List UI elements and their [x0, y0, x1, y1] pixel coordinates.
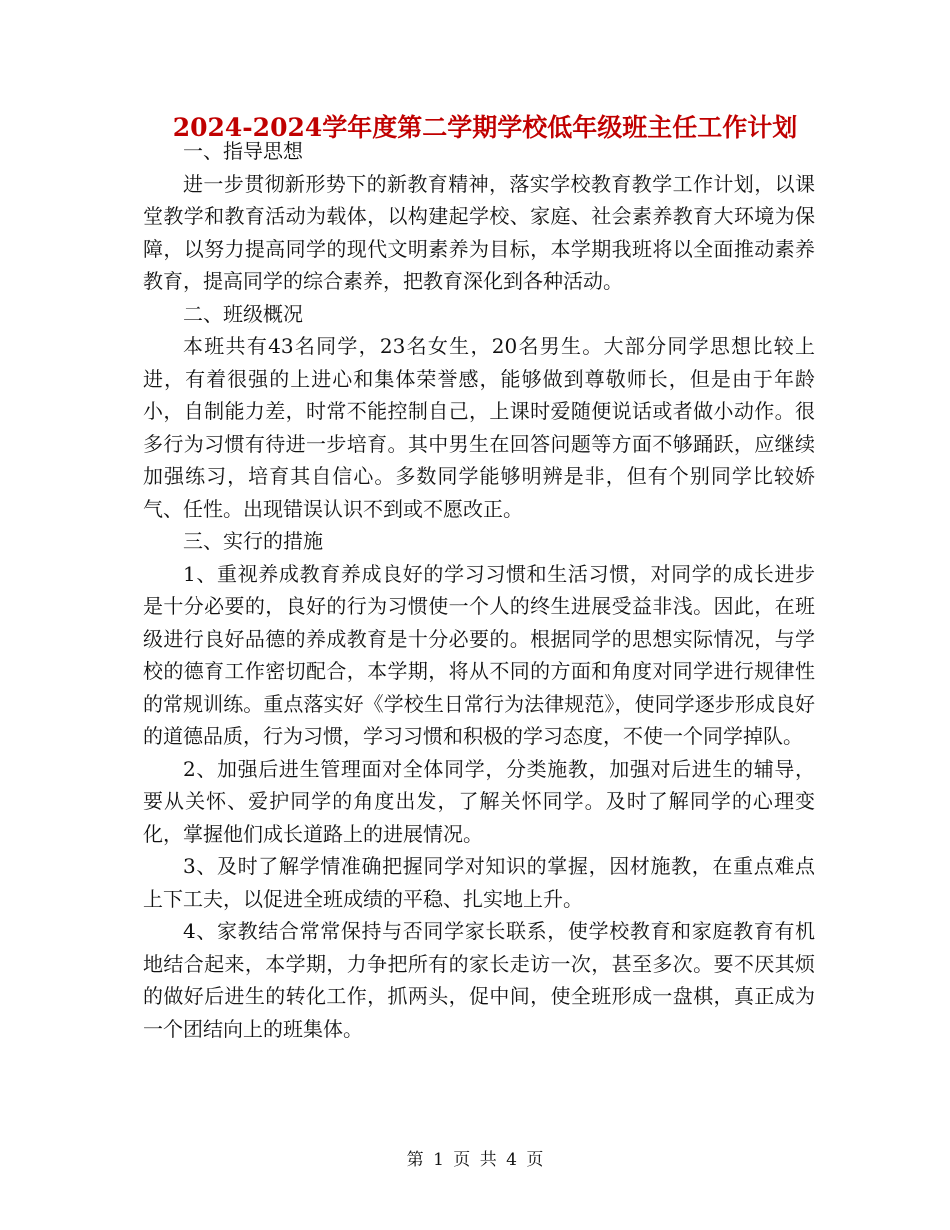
- document-body: [143, 135, 815, 1045]
- paragraph-measure-4: 4、家教结合常常保持与否同学家长联系，使学校教育和家庭教育有机地结合起来，本学期，力争把所有的家长走访一次，甚至多次。要不厌其烦的做好后进生的转化工作，抓两头，促中间，使全班形成一盘棋，真正成为一个团结向上的班集体。: [143, 919, 815, 1041]
- paragraph-guiding-ideology: 进一步贯彻新形势下的新教育精神，落实学校教育教学工作计划，以课堂教学和教育活动为载体，以构建起学校、家庭、社会素养教育大环境为保障，以努力提高同学的现代文明素养为目标，本学期我班将以全面推动素养教育，提高同学的综合素养，把教育深化到各种活动。: [143, 171, 815, 293]
- document-title: 2024-2024学年度第二学期学校低年级班主任工作计划: [172, 113, 798, 142]
- paragraph-measure-1: 1、重视养成教育养成良好的学习习惯和生活习惯，对同学的成长进步是十分必要的，良好的行为习惯使一个人的终生进展受益非浅。因此，在班级进行良好品德的养成教育是十分必要的。根据同学的思想实际情况，与学校的德育工作密切配合，本学期，将从不同的方面和角度对同学进行规律性的常规训练。重点落实好《学校生日常行为法律规范》，使同学逐步形成良好的道德品质，行为习惯，学习习惯和积极的学习态度，不使一个同学掉队。: [143, 561, 815, 748]
- section-heading-class-overview: 二、班级概况: [183, 301, 303, 326]
- section-heading-measures: 三、实行的措施: [183, 529, 323, 553]
- page-number-footer: 第 1 页 共 4 页: [406, 1150, 544, 1170]
- paragraph-measure-3: 3、及时了解学情准确把握同学对知识的掌握，因材施教，在重点难点上下工夫，以促进全班成绩的平稳、扎实地上升。: [143, 854, 815, 911]
- section-heading-guiding-ideology: 一、指导思想: [183, 139, 303, 163]
- paragraph-class-overview: 本班共有43名同学，23名女生，20名男生。大部分同学思想比较上进，有着很强的上进心和集体荣誉感，能够做到尊敬师长，但是由于年龄小，自制能力差，时常不能控制自己，上课时爱随便说话或者做小动作。很多行为习惯有待进一步培育。其中男生在回答问题等方面不够踊跃，应继续加强练习，培育其自信心。多数同学能够明辨是非，但有个别同学比较娇气、任性。出现错误认识不到或不愿改正。: [143, 334, 815, 521]
- paragraph-measure-2: 2、加强后进生管理面对全体同学，分类施教，加强对后进生的辅导，要从关怀、爱护同学的角度出发，了解关怀同学。及时了解同学的心理变化，掌握他们成长道路上的进展情况。: [143, 756, 815, 846]
